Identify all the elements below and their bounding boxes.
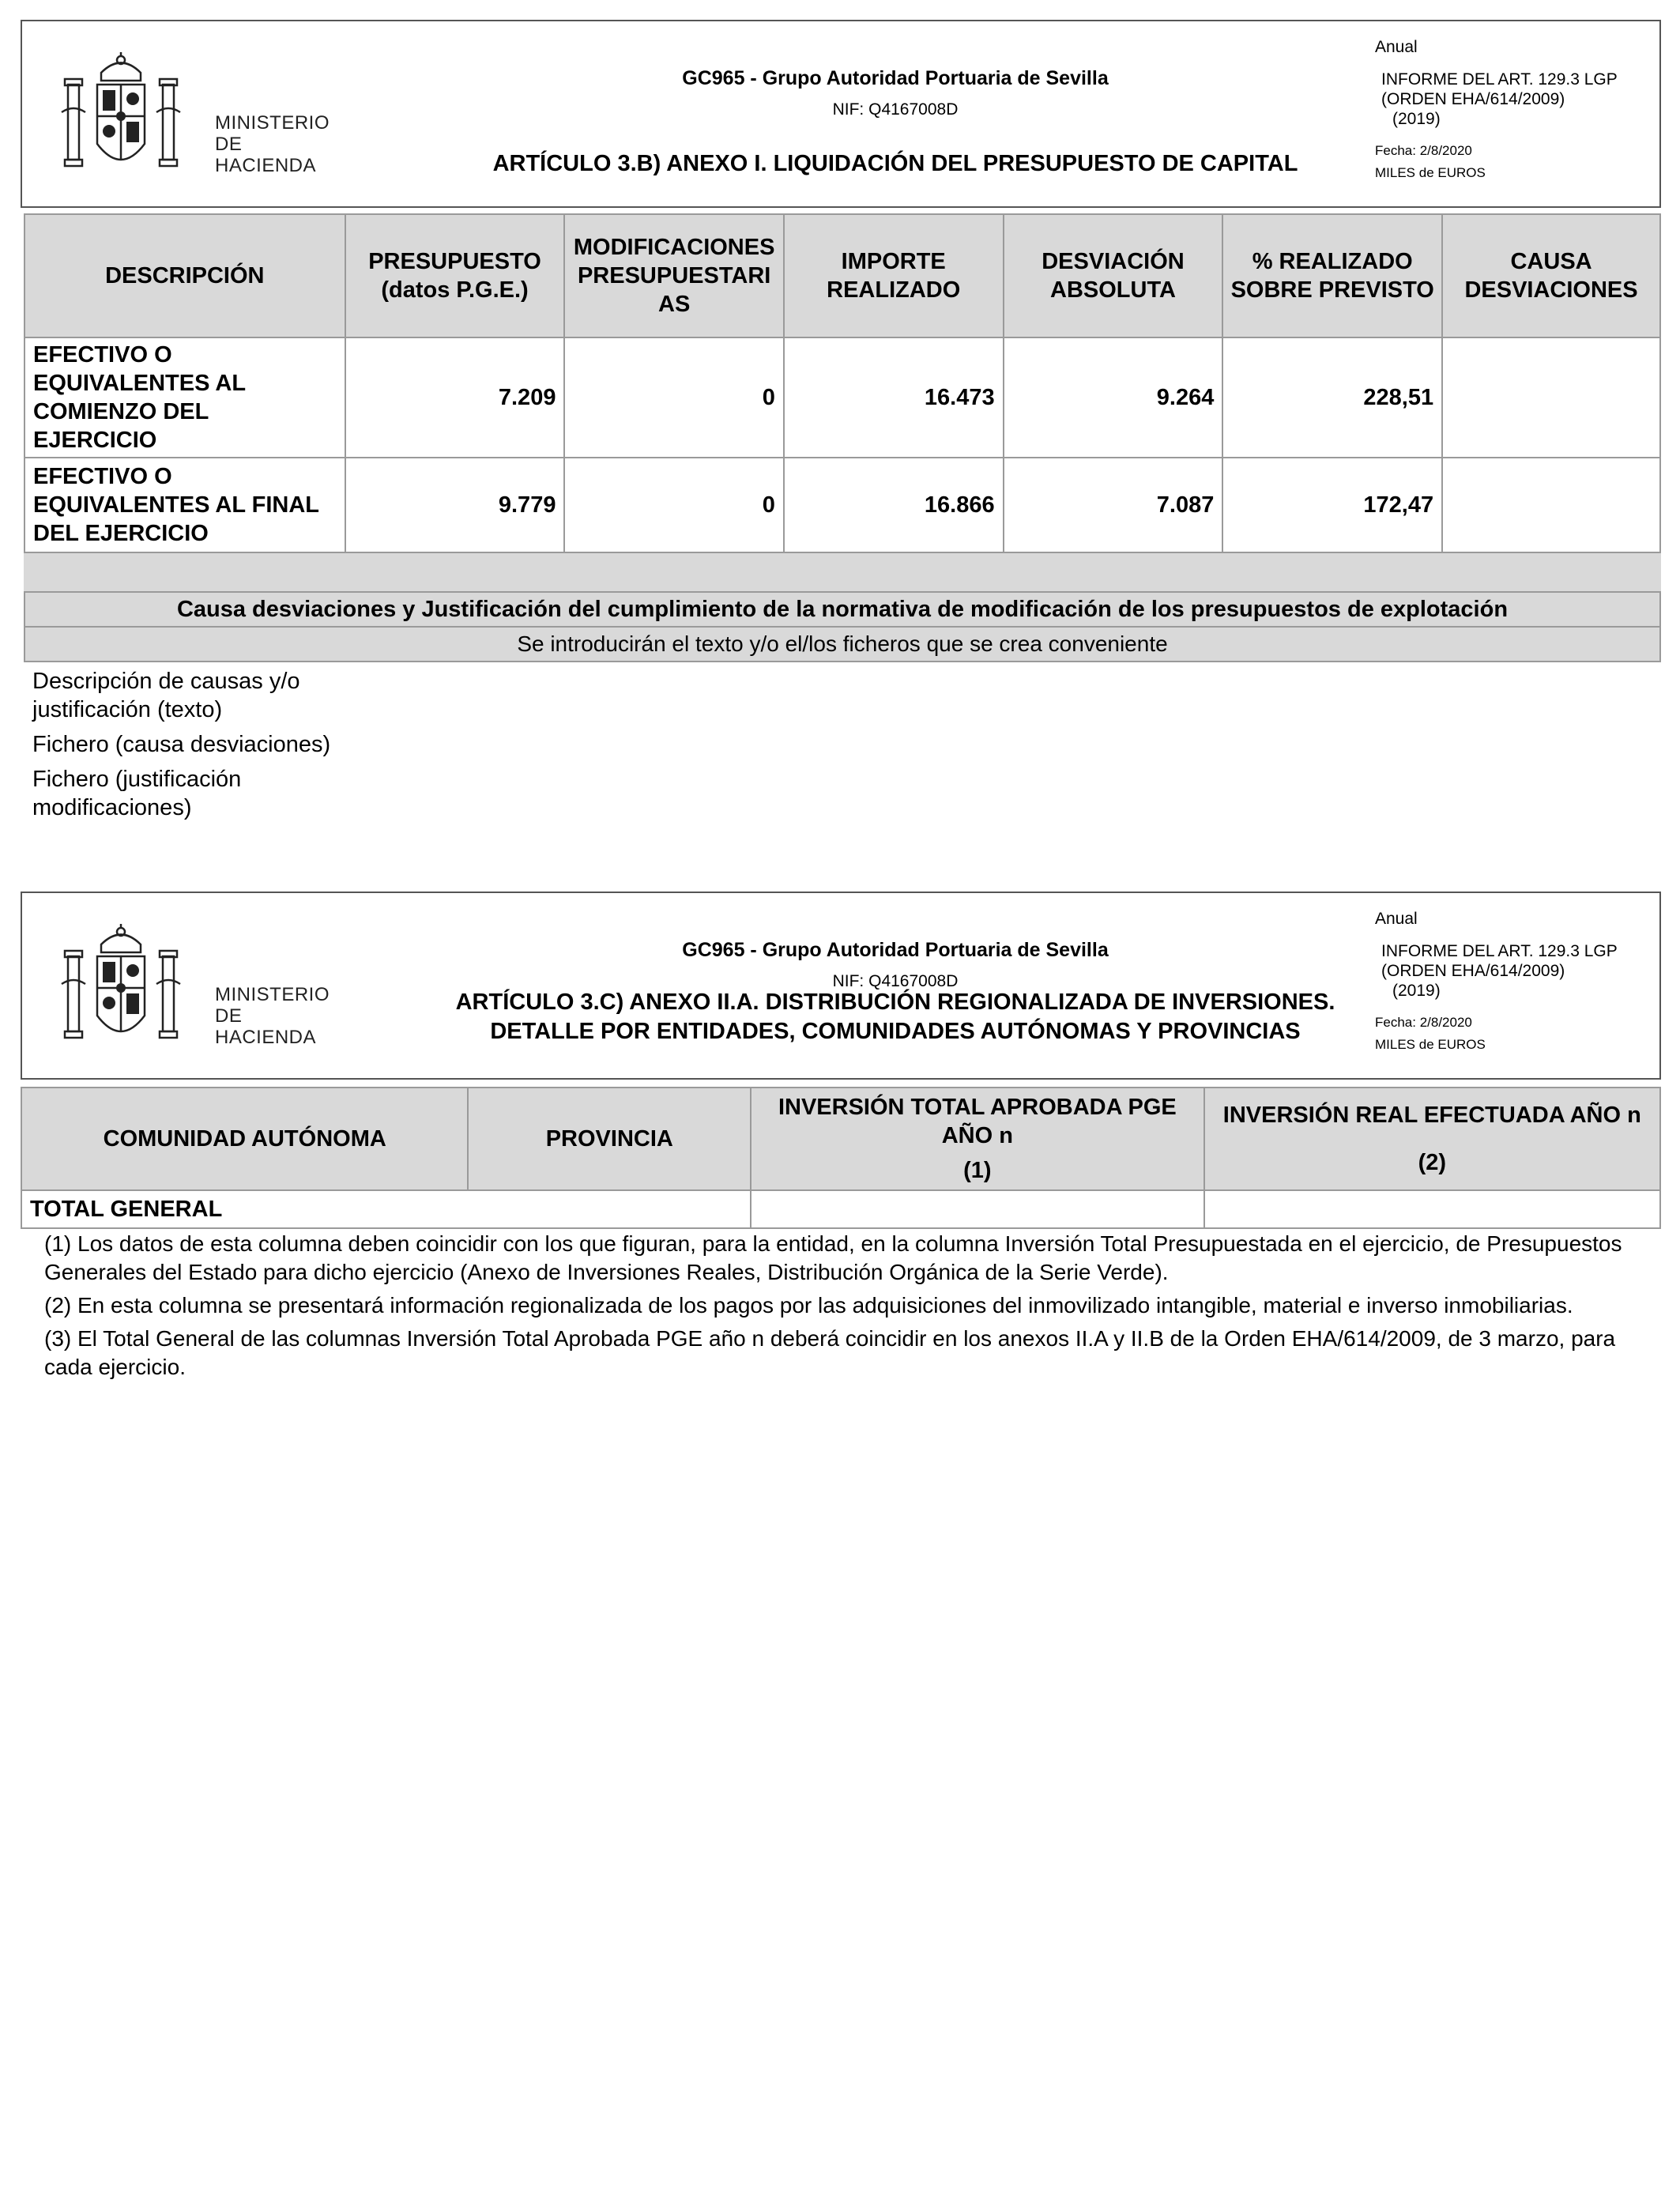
cell-modificaciones: 0 — [564, 337, 783, 458]
footnote-3: (3) El Total General de las columnas Inversión Total Aprobada PGE año n deberá coincidir en los anexos II.A y II.B de la Orden EHA/614/2009, de 3 marzo, para cada ejercicio. — [44, 1326, 1616, 1379]
col-header-provincia: PROVINCIA — [468, 1088, 751, 1190]
table-spacer-row — [24, 552, 1660, 590]
col-header-modificaciones: MODIFICACIONES PRESUPUESTARIAS — [564, 214, 783, 337]
cell-modificaciones: 0 — [564, 458, 783, 552]
coat-of-arms-icon — [54, 49, 188, 183]
inversion-real-note: (2) — [1418, 1150, 1447, 1175]
row-description: EFECTIVO O EQUIVALENTES AL COMIENZO DEL EJERCICIO — [24, 337, 345, 458]
section2-title-line1: ARTÍCULO 3.C) ANEXO II.A. DISTRIBUCIÓN REGIONALIZADA DE INVERSIONES. — [455, 990, 1335, 1015]
ministry-name-line2: DE HACIENDA — [215, 134, 317, 176]
entity-name: GC965 - Grupo Autoridad Portuaria de Sevilla — [682, 939, 1109, 961]
section1-title: ARTÍCULO 3.B) ANEXO I. LIQUIDACIÓN DEL PRESUPUESTO DE CAPITAL — [492, 151, 1298, 176]
report-header-1 — [21, 20, 1661, 208]
entity-nif: NIF: Q4167008D — [832, 972, 959, 990]
section2-title-line2: DETALLE POR ENTIDADES, COMUNIDADES AUTÓNOMAS Y PROVINCIAS — [490, 1019, 1301, 1044]
ministry-name-line1: MINISTERIO — [215, 112, 330, 134]
report-date: Fecha: 2/8/2020 — [1375, 1015, 1472, 1030]
col-header-inversion-total — [751, 1088, 1203, 1190]
col-header-realizado-pct: % REALIZADO SOBRE PREVISTO — [1222, 214, 1442, 337]
cell-importe: 16.866 — [784, 458, 1004, 552]
label-fichero-justificacion: Fichero (justificación modificaciones) — [32, 767, 242, 820]
capital-budget-table — [24, 213, 1661, 591]
informe-line2: (ORDEN EHA/614/2009) — [1381, 962, 1565, 980]
table-header-row — [24, 214, 1660, 337]
ministry-name-line2: DE HACIENDA — [215, 1005, 317, 1048]
coat-of-arms-icon — [54, 921, 188, 1055]
cell-desviacion: 7.087 — [1004, 458, 1223, 552]
ministry-logo — [54, 49, 346, 183]
table-header-row — [21, 1088, 1660, 1190]
cell-causa — [1442, 337, 1660, 458]
footnote-2: (2) En esta columna se presentará información regionalizada de los pagos por las adquisiciones del inmovilizado intangible, material e inverso inmobiliarias. — [44, 1293, 1573, 1318]
informe-line1: INFORME DEL ART. 129.3 LGP — [1381, 70, 1618, 89]
informe-line2: (ORDEN EHA/614/2009) — [1381, 90, 1565, 108]
justification-subtitle: Se introducirán el texto y/o el/los ficheros que se crea conveniente — [24, 627, 1660, 662]
report-date: Fecha: 2/8/2020 — [1375, 143, 1472, 158]
footnotes — [44, 1230, 1640, 1386]
informe-line1: INFORME DEL ART. 129.3 LGP — [1381, 942, 1618, 960]
justification-title: Causa desviaciones y Justificación del cumplimiento de la normativa de modificación de los presupuestos de explotación — [24, 592, 1660, 627]
cell-realizado-pct: 228,51 — [1222, 337, 1442, 458]
informe-line3: (2019) — [1392, 982, 1441, 1000]
informe-line3: (2019) — [1392, 110, 1441, 128]
ministry-name-line1: MINISTERIO — [215, 984, 330, 1005]
cell-presupuesto: 7.209 — [345, 337, 565, 458]
row-description: EFECTIVO O EQUIVALENTES AL FINAL DEL EJERCICIO — [24, 458, 345, 552]
cell-total-inversion-total — [751, 1190, 1203, 1228]
justification-table — [24, 591, 1661, 827]
entity-name: GC965 - Grupo Autoridad Portuaria de Sevilla — [682, 67, 1109, 89]
table-row — [24, 458, 1660, 552]
col-header-comunidad: COMUNIDAD AUTÓNOMA — [21, 1088, 468, 1190]
col-header-desviacion: DESVIACIÓN ABSOLUTA — [1004, 214, 1223, 337]
report-meta — [1375, 909, 1659, 1053]
col-header-descripcion: DESCRIPCIÓN — [24, 214, 345, 337]
col-header-importe: IMPORTE REALIZADO — [784, 214, 1004, 337]
entity-nif: NIF: Q4167008D — [832, 100, 959, 119]
cell-total-inversion-real — [1204, 1190, 1660, 1228]
col-header-inversion-real — [1204, 1088, 1660, 1190]
label-fichero-causa: Fichero (causa desviaciones) — [32, 732, 331, 757]
cell-causa — [1442, 458, 1660, 552]
table-row — [24, 337, 1660, 458]
table-row — [21, 1190, 1660, 1228]
cell-realizado-pct: 172,47 — [1222, 458, 1442, 552]
report-header-2 — [21, 892, 1661, 1080]
ministry-logo — [54, 921, 346, 1055]
inversion-total-label: INVERSIÓN TOTAL APROBADA PGE AÑO n — [778, 1095, 1177, 1148]
currency-unit: MILES de EUROS — [1375, 1037, 1486, 1052]
total-general-label: TOTAL GENERAL — [21, 1190, 751, 1228]
cell-presupuesto: 9.779 — [345, 458, 565, 552]
label-descripcion-causas: Descripción de causas y/o justificación (texto) — [32, 669, 300, 722]
inversion-total-note: (1) — [963, 1158, 992, 1183]
regional-investment-table — [21, 1087, 1661, 1229]
footnote-1: (1) Los datos de esta columna deben coincidir con los que figuran, para la entidad, en la columna Inversión Total Presupuestada en el ejercicio, de Presupuestos Generales del Estado para dicho ejercicio (Anexo de Inversiones Reales, Distribución Orgánica de la Serie Verde). — [44, 1231, 1622, 1284]
period-label: Anual — [1375, 38, 1418, 56]
cell-desviacion: 9.264 — [1004, 337, 1223, 458]
currency-unit: MILES de EUROS — [1375, 165, 1486, 180]
report-meta — [1375, 37, 1659, 181]
cell-importe: 16.473 — [784, 337, 1004, 458]
col-header-presupuesto: PRESUPUESTO (datos P.G.E.) — [345, 214, 565, 337]
col-header-causa: CAUSA DESVIACIONES — [1442, 214, 1660, 337]
inversion-real-label: INVERSIÓN REAL EFECTUADA AÑO n — [1222, 1103, 1641, 1128]
period-label: Anual — [1375, 910, 1418, 928]
